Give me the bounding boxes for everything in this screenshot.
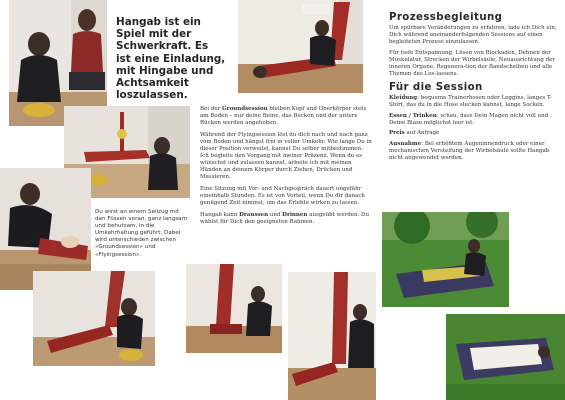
sessions-description	[200, 106, 372, 231]
intro-headline	[116, 16, 226, 101]
outdoor-term: Draussen	[239, 212, 269, 218]
photo-flyingsession-fabric	[238, 0, 363, 93]
flyingsession-paragraph: Während der Flyingsession löst du dich nach und nach ganz vom Boden und hängst frei in voller Umkehr. Wie lange Du in dieser Position verweilst, kannst Du selber mitbestimmen. Ich begleite den Vorgang mit meiner Präzenz. Wenn du es wünschst und zulassen kannst, arbeite ich mit meinen Händen an deinem Körper durch Ziehen, Drücken und Massieren.	[200, 131, 372, 181]
process-benefits: Für tiefe Entspannung, Lösen von Blockaden, Dehnen der Muskulatur, Strecken der Wirbelsäule, Neuausrichtung der inneren Organe, Regenera-tion der Bandscheiben und alle Themen des Los-lassens.	[389, 49, 556, 77]
info-column	[389, 14, 559, 166]
session-heading: Für die Session	[389, 81, 483, 93]
intro-headline-text: Hangab ist ein Spiel mit der Schwerkraft. Es ist eine Einladung, mit Hingabe und Achtsamkeit loszulassen.	[116, 16, 226, 102]
clothing-info: Kleidung: bequeme Trainerhosen oder Leggins, langes T-Shirt, das du in die Hose stecken kannst, lange Socken.	[389, 95, 552, 109]
exception-info: Ausnahme: Bei erhöhtem Augeninnendruck oder einer mechanischen Versteifung der Wirbelsäule sollte Hangab nicht angewendet werden.	[389, 141, 550, 162]
food-info: Essen / Trinken: schau, dass Dein Magen nicht voll und Deine Blase möglichst leer ist.	[389, 112, 549, 126]
inversion-caption	[95, 209, 188, 259]
inversion-caption-text: Du wirst an einem Seilzug mit den Füssen voran, ganz langsam und behutsam, in die Umkehrhaltung geführt. Dabei wird unterschieden zwischen «Groundsession» und «Flyingsession».	[95, 209, 188, 258]
photo-hanging-frame	[186, 264, 282, 353]
photo-outdoor-session	[288, 272, 376, 400]
photo-inversion-cushion	[33, 271, 155, 366]
process-heading: Prozessbegleitung	[389, 12, 503, 23]
process-intro: Um spürbare Veränderungen zu erfahren, lade ich Dich ein, Dich während aneinanderfolgenden Sessions auf einen begleiteten Prozess einzulassen.	[389, 25, 557, 46]
photo-park-rest	[446, 314, 565, 400]
location-paragraph: Hangab kann Draussen und Drinnen ausgeübt werden. Du wählst für Dich den geeigneten Rahmen.	[200, 212, 369, 226]
groundsession-term: Groundsession	[221, 106, 268, 112]
photo-park-mat	[382, 212, 509, 307]
price-info: Preis auf Anfrage	[389, 130, 440, 137]
groundsession-paragraph: Bei der Groundsession bleiben Kopf und Oberkörper stets am Boden – nur deine Beine, das Becken und der untere Rücken werden angehoben.	[200, 106, 367, 127]
indoor-term: Drinnen	[282, 212, 308, 218]
duration-paragraph: Eine Sitzung mit Vor- und Nachgespräch dauert ungefähr eineinhalb Stunden. Es ist von Vorteil, wenn Du dir danach genügend Zeit nimmst, um das Erlebte wirken zu lassen.	[200, 186, 365, 207]
